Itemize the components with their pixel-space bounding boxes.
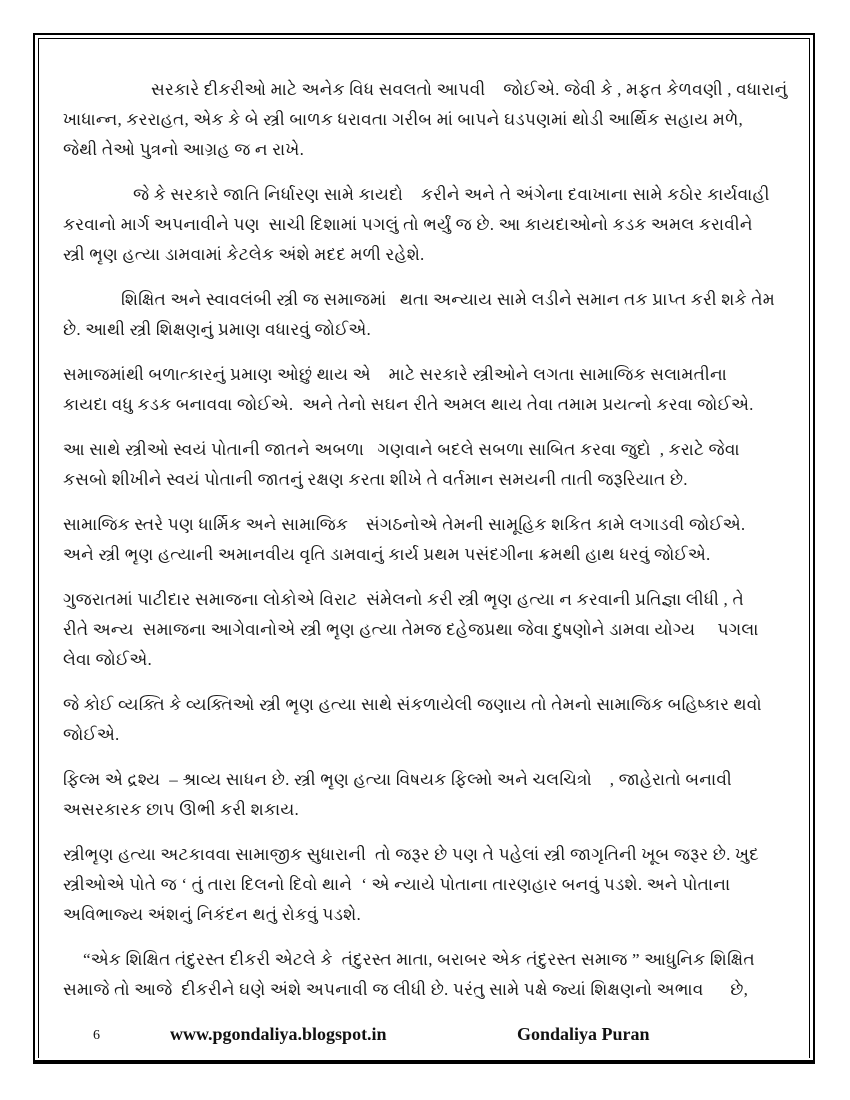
footer-blog-title: Gondaliya Puran: [517, 1024, 650, 1044]
paragraph-line: ફિલ્મ એ દ્રશ્ય – શ્રાવ્ય સાધન છે. સ્ત્રી ભૃણ હત્યા વિષયક ફિલ્મો અને ચલચિત્રો , જાહેરાતો બનાવી: [63, 770, 732, 789]
paragraph-line: અસરકારક છાપ ઊભી કરી શકાય.: [63, 800, 299, 819]
paragraph-line: સ્ત્રીઓએ પોતે જ ‘ તું તારા દિલનો દિવો થાને ‘ એ ન્યાયે પોતાના તારણહાર બનવું પડશે. અને પોતાના: [63, 875, 731, 894]
paragraph-line: અવિભાજ્ય અંશનું નિકંદન થતું રોકવું પડશે.: [63, 905, 361, 924]
paragraph: [63, 840, 811, 930]
paragraph: [63, 435, 811, 495]
paragraph: [63, 285, 811, 345]
paragraph-line: સામાજિક સ્તરે પણ ધાર્મિક અને સામાજિક સંગઠનોએ તેમની સામૂહિક શકિત કામે લગાડવી જોઈએ.: [63, 515, 746, 534]
paragraph-line: સ્ત્રીભૃણ હત્યા અટકાવવા સામાજીક સુધારાની તો જરૂર છે પણ તે પહેલાં સ્ત્રી જાગૃતિની ખૂબ જરૂર છે. ખુદ: [63, 845, 759, 864]
paragraph: [63, 690, 811, 750]
paragraph-line: જે કે સરકારે જાતિ નિર્ધારણ સામે કાયદો કરીને અને તે અંગેના દવાખાના સામે કઠોર કાર્યવાહી: [133, 185, 770, 204]
document-body: [63, 75, 811, 1020]
paragraph-line: ગુજરાતમાં પાટીદાર સમાજના લોકોએ વિરાટ સંમેલનો કરી સ્ત્રી ભૃણ હત્યા ન કરવાની પ્રતિજ્ઞા લીધી , તે: [63, 590, 744, 609]
paragraph-line: જે કોઈ વ્યક્તિ કે વ્યક્તિઓ સ્ત્રી ભૃણ હત્યા સાથે સંકળાયેલી જણાય તો તેમનો સામાજિક બહિષ્કાર થવો: [63, 695, 762, 714]
paragraph-line: રીતે અન્ય સમાજના આગેવાનોએ સ્ત્રી ભૃણ હત્યા તેમજ દહેજપ્રથા જેવા દુષણોને ડામવા યોગ્ય પગલા: [63, 620, 759, 639]
paragraph-line: ખાધાન્ન, કરરાહત, એક કે બે સ્ત્રી બાળક ધરાવતા ગરીબ માં બાપને ઘડપણમાં થોડી આર્થિક સહાય મળે,: [63, 110, 743, 129]
footer-website-link[interactable]: www.pgondaliya.blogspot.in: [170, 1024, 387, 1044]
paragraph-line: સરકારે દીકરીઓ માટે અનેક વિધ સવલતો આપવી જોઈએ. જેવી કે , મફત કેળવણી , વધારાનું: [151, 80, 788, 99]
paragraph: [63, 510, 811, 570]
page-footer: [0, 1024, 850, 1054]
page-number: 6: [93, 1028, 100, 1043]
paragraph-line: અને સ્ત્રી ભૃણ હત્યાની અમાનવીય વૃતિ ડામવાનું કાર્ય પ્રથમ પસંદગીના ક્રમથી હાથ ધરવું જોઈએ.: [63, 545, 711, 564]
paragraph: [63, 360, 811, 420]
paragraph-line: સમાજમાંથી બળાત્કારનું પ્રમાણ ઓછું થાય એ માટે સરકારે સ્ત્રીઓને લગતા સામાજિક સલામતીના: [63, 365, 727, 384]
paragraph: [63, 945, 811, 1005]
paragraph-line: કસબો શીખીને સ્વયં પોતાની જાતનું રક્ષણ કરતા શીખે તે વર્તમાન સમયની તાતી જરૂરિયાત છે.: [63, 470, 688, 489]
paragraph-line: છે. આથી સ્ત્રી શિક્ષણનું પ્રમાણ વધારવું જોઈએ.: [63, 320, 372, 339]
paragraph-line: શિક્ષિત અને સ્વાવલંબી સ્ત્રી જ સમાજમાં થતા અન્યાય સામે લડીને સમાન તક પ્રાપ્ત કરી શકે તેમ: [121, 290, 775, 309]
paragraph: [63, 585, 811, 675]
paragraph-line: જેથી તેઓ પુત્રનો આગ્રહ જ ન રાખે.: [63, 140, 305, 159]
paragraph-line: સમાજે તો આજે દીકરીને ઘણે અંશે અપનાવી જ લીધી છે. પરંતુ સામે પક્ષે જ્યાં શિક્ષણનો અભાવ છે,: [63, 980, 749, 999]
paragraph: [63, 180, 811, 270]
paragraph-line: કરવાનો માર્ગ અપનાવીને પણ સાચી દિશામાં પગલું તો ભર્યું જ છે. આ કાયદાઓનો કડક અમલ કરાવીને: [63, 215, 753, 234]
paragraph-line: કાયદા વધુ કડક બનાવવા જોઈએ. અને તેનો સઘન રીતે અમલ થાય તેવા તમામ પ્રયત્નો કરવા જોઈએ.: [63, 395, 754, 414]
paragraph-line: સ્ત્રી ભૃણ હત્યા ડામવામાં કેટલેક અંશે મદદ મળી રહેશે.: [63, 245, 425, 264]
paragraph-line: લેવા જોઈએ.: [63, 650, 152, 669]
paragraph-line: “એક શિક્ષિત તંદુરસ્ત દીકરી એટલે કે તંદુરસ્ત માતા, બરાબર એક તંદુરસ્ત સમાજ ” આધુનિક શિક્ષિત: [83, 950, 755, 969]
paragraph-line: આ સાથે સ્ત્રીઓ સ્વયં પોતાની જાતને અબળા ગણવાને બદલે સબળા સાબિત કરવા જુદો , કરાટે જેવા: [63, 440, 740, 459]
paragraph-line: જોઈએ.: [63, 725, 120, 744]
paragraph: [63, 75, 811, 165]
paragraph: [63, 765, 811, 825]
